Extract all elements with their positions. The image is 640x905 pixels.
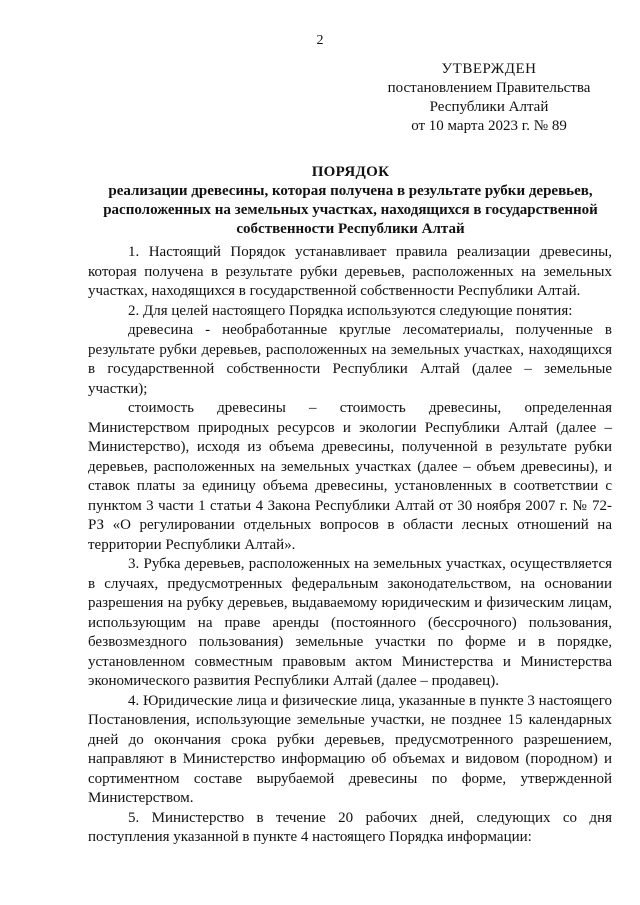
paragraph-definition-cost: стоимость древесины – стоимость древесины, определенная Министерством природных ресурсов и экологии Республики Алтай (далее – Министерство), исходя из объема древесины, полученной в результате рубки деревьев, расположенных на земельных участках (далее – объем древесины), и ставок платы за единицу объема древесины, установленных в соответствии с пунктом 3 части 1 статьи 4 Закона Республики Алтай от 30 ноября 2007 г. № 72-РЗ «О регулировании отдельных вопросов в области лесных отношений на территории Республики Алтай». [88,400,612,553]
document-subtitle-line-3: собственности Республики Алтай [236,221,465,237]
approval-stamp-block [374,60,604,136]
approval-line-3: от 10 марта 2023 г. № 89 [411,118,567,134]
paragraph-5: 5. Министерство в течение 20 рабочих дней, следующих со дня поступления указанной в пункте 4 настоящего Порядка информации: [88,809,612,845]
paragraph-4: 4. Юридические лица и физические лица, указанные в пункте 3 настоящего Постановления, использующие земельные участки, не позднее 15 календарных дней до окончания срока рубки деревьев, предусмотренного разрешением, направляют в Министерство информацию об объемах и видовом (породном) и сортиментном составе вырубаемой древесины по форме, утвержденной Министерством. [88,692,612,806]
approved-heading: УТВЕРЖДЕН [441,61,537,77]
paragraph-3: 3. Рубка деревьев, расположенных на земельных участках, осуществляется в случаях, предусмотренных федеральным законодательством, на основании разрешения на рубку деревьев, выдаваемому юридическим и физическим лицам, использующим на праве аренды (постоянного (бессрочного) пользования, безвозмездного пользования) земельные участки по форме и в порядке, установленном совместным правовым актом Министерства и Министерства экономического развития Республики Алтай (далее – продавец). [88,556,612,689]
document-subtitle-line-1: реализации древесины, которая получена в результате рубки деревьев, [108,183,593,199]
document-title-block [88,163,613,239]
page-number: 2 [316,33,324,48]
approval-line-2: Республики Алтай [429,99,549,115]
document-subtitle-line-2: расположенных на земельных участках, находящихся в государственной [103,202,598,218]
document-body [88,243,612,848]
document-title: ПОРЯДОК [311,164,390,180]
paragraph-2: 2. Для целей настоящего Порядка используются следующие понятия: [128,302,573,319]
paragraph-definition-wood: древесина - необработанные круглые лесоматериалы, полученные в результате рубки деревьев, расположенных на земельных участках, находящихся в государственной собственности Республики Алтай (далее – земельные участки); [88,322,612,397]
approval-line-1: постановлением Правительства [387,80,591,96]
paragraph-1: 1. Настоящий Порядок устанавливает правила реализации древесины, которая получена в результате рубки деревьев, расположенных на земельных участках, находящихся в государственной собственности Республики Алтай. [88,244,612,299]
